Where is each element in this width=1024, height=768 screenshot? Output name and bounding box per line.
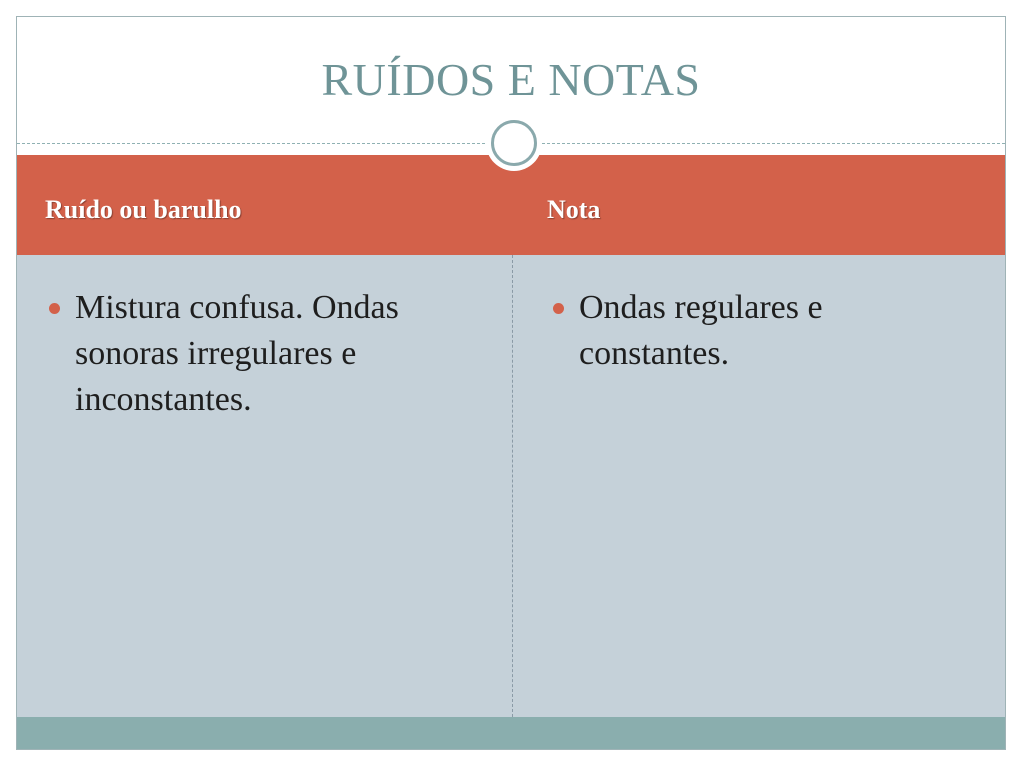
column-ruido-content — [49, 285, 489, 423]
ring-inner — [491, 120, 537, 166]
bullet-dot-icon — [553, 303, 564, 314]
slide-title: RUÍDOS E NOTAS — [321, 54, 701, 105]
bullet-text: Mistura confusa. Ondas sonoras irregulares e inconstantes. — [75, 289, 399, 418]
bullet-text: Ondas regulares e constantes. — [579, 289, 823, 372]
list-item — [553, 285, 973, 377]
bullet-dot-icon — [49, 303, 60, 314]
column-separator — [512, 255, 513, 717]
table-body — [17, 255, 1005, 717]
column-nota-content — [553, 285, 973, 377]
footer-bar — [17, 717, 1005, 749]
column-header-ruido: Ruído ou barulho — [45, 195, 242, 224]
ring-ornament-icon — [486, 115, 542, 171]
column-header-nota: Nota — [547, 195, 601, 224]
slide — [16, 16, 1006, 750]
list-item — [49, 285, 489, 423]
